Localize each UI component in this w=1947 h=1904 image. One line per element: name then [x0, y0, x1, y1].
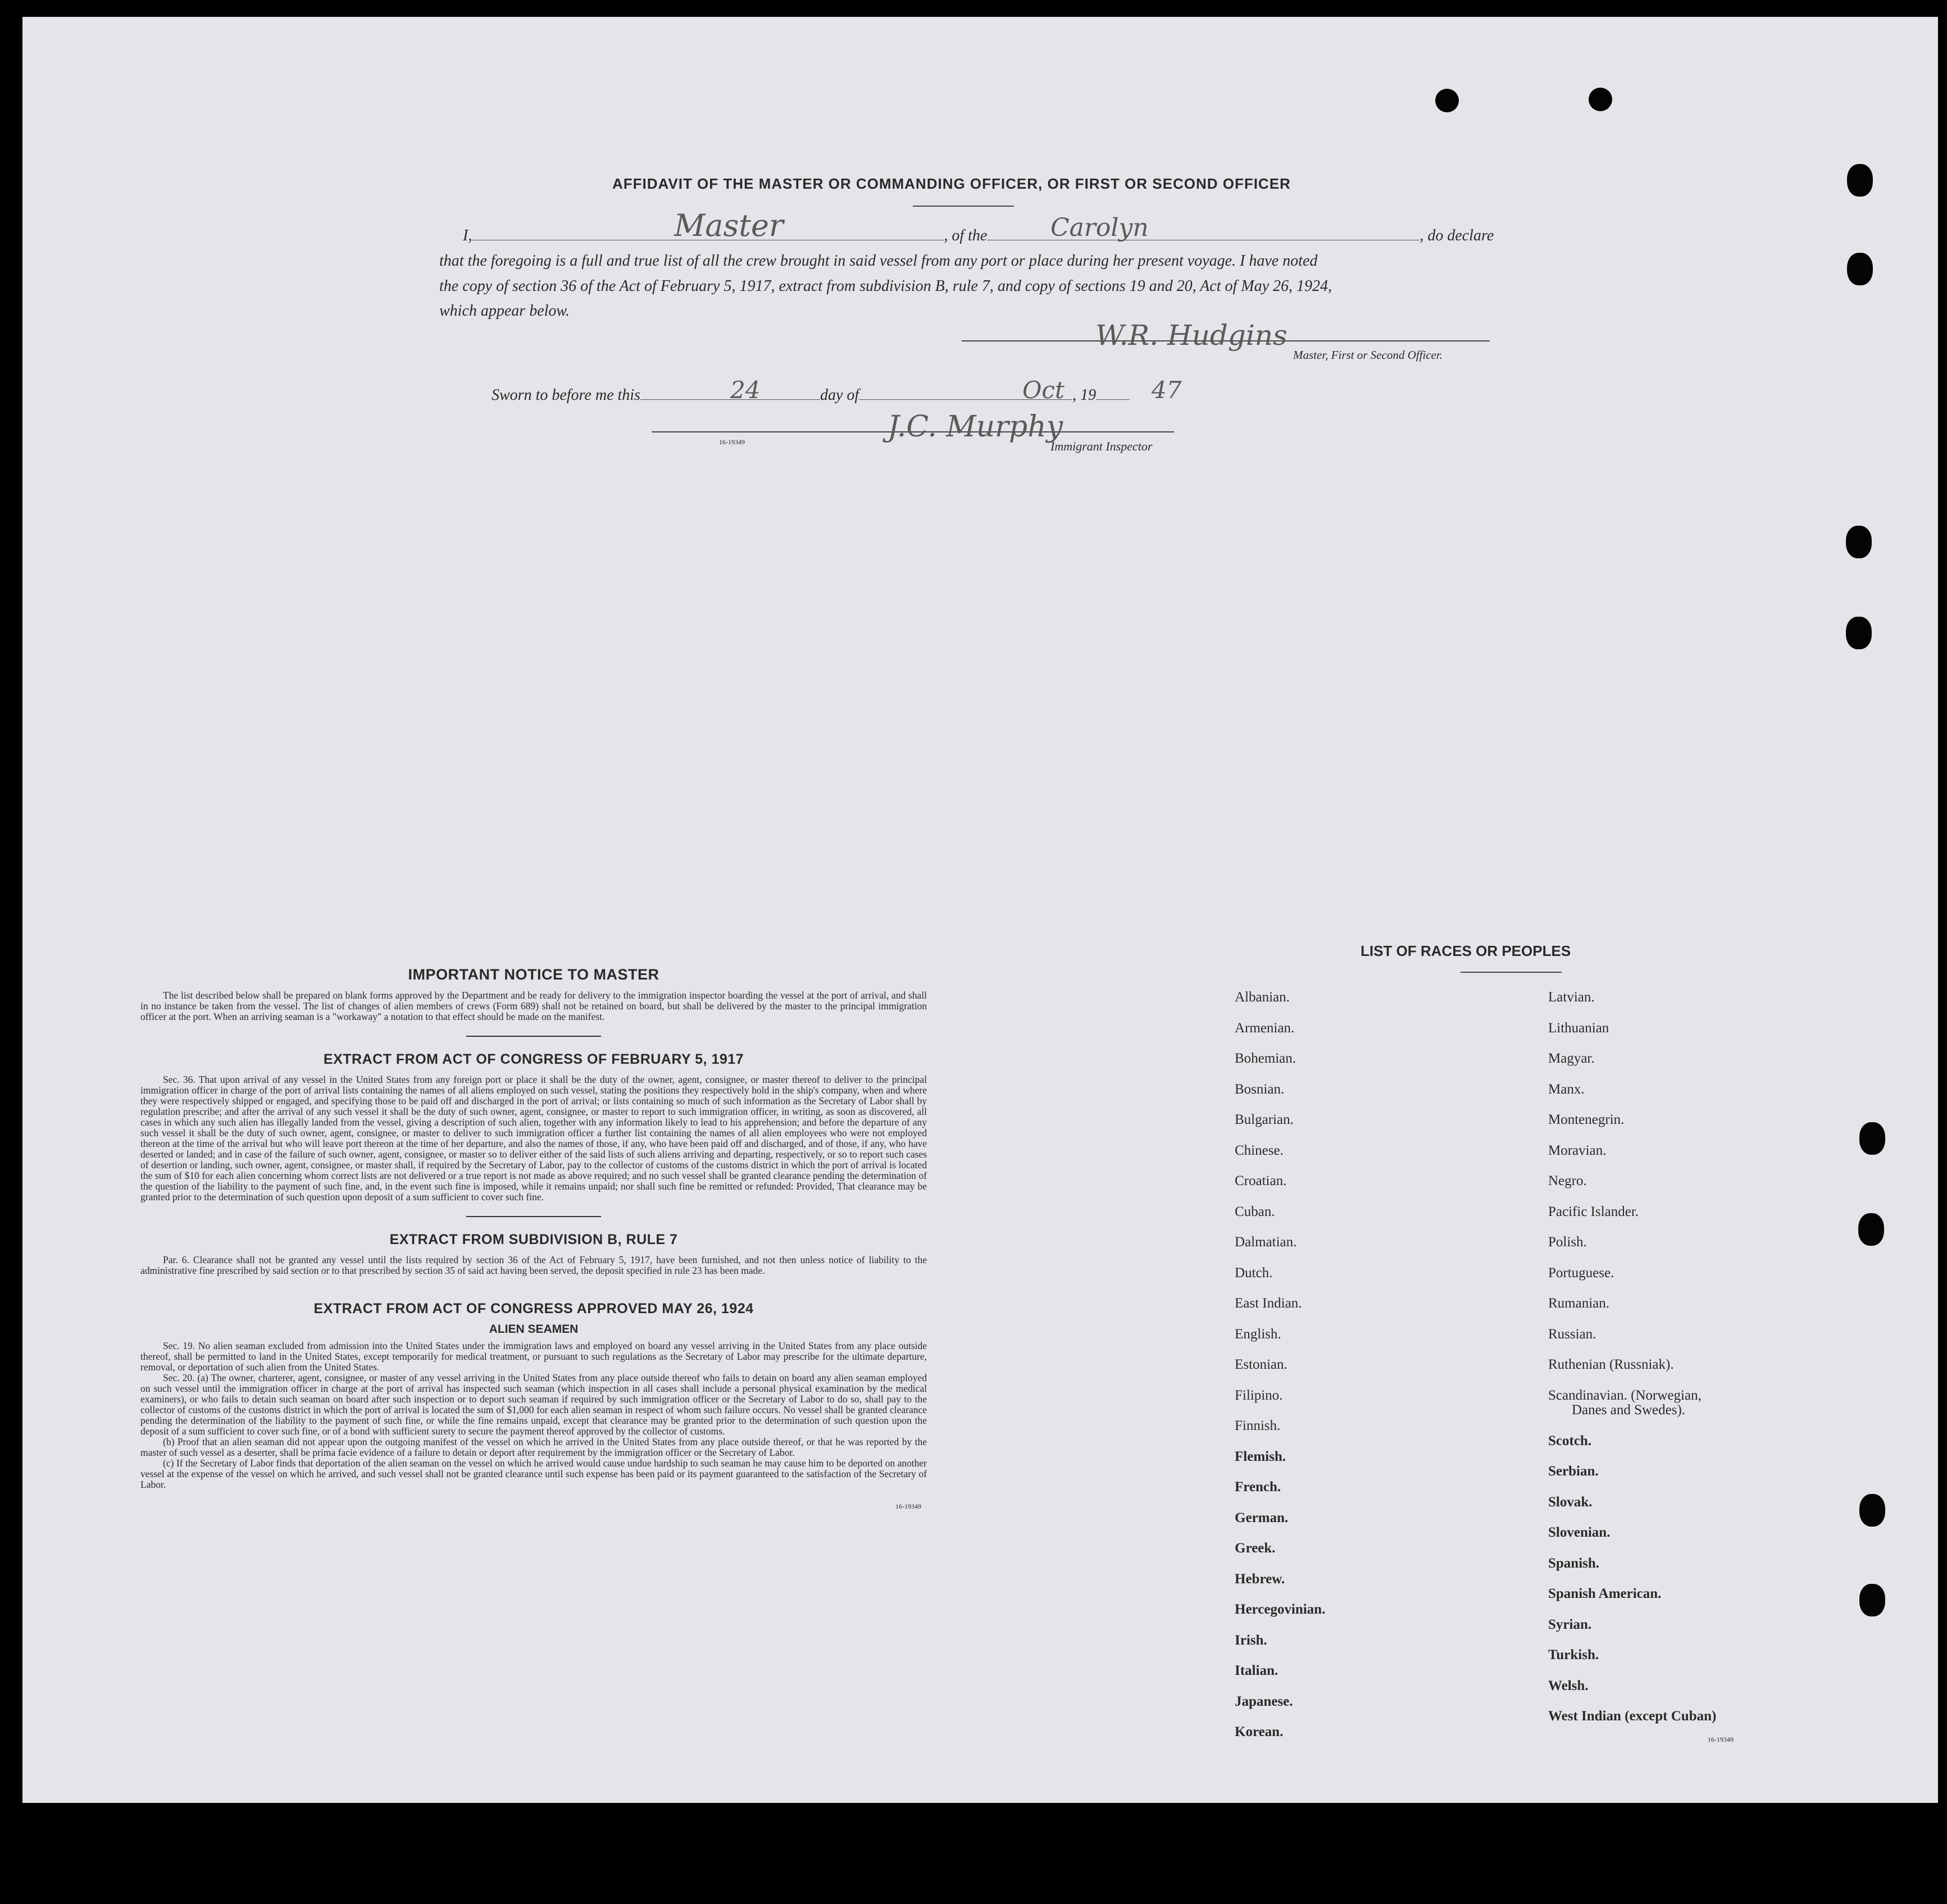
race-item: English. — [1235, 1326, 1281, 1342]
punch-hole — [1589, 88, 1612, 111]
year-prefix: , 19 — [1072, 386, 1097, 404]
race-item: Bosnian. — [1235, 1081, 1285, 1097]
race-item: Albanian. — [1235, 990, 1290, 1005]
race-item: Italian. — [1235, 1663, 1279, 1678]
race-item: Russian. — [1548, 1326, 1596, 1342]
punch-hole — [1847, 253, 1873, 285]
sec19-text: Sec. 19. No alien seaman excluded from admission into the United States under the immigration laws and employed on board any vessel arriving in the United States from any place outside thereof, shall be permitted to land in the United States, except temporarily for medical treatment, or pursuant to such regulations as the Secretary of Labor may prescribe for the ultimate departure, removal, or deportation of such alien from the United States. — [140, 1340, 927, 1373]
race-item: Chinese. — [1235, 1142, 1284, 1158]
race-item: Flemish. — [1235, 1449, 1286, 1464]
race-item: East Indian. — [1235, 1296, 1302, 1311]
race-item: Rumanian. — [1548, 1296, 1610, 1311]
race-item: Turkish. — [1548, 1647, 1599, 1662]
races-form-number: 16-19349 — [1708, 1736, 1734, 1743]
race-item: Scotch. — [1548, 1433, 1592, 1449]
race-item: Croatian. — [1235, 1173, 1287, 1188]
race-item: Armenian. — [1235, 1020, 1295, 1036]
race-item: Portuguese. — [1548, 1265, 1614, 1281]
title-divider — [913, 206, 1014, 207]
races-title-divider — [1461, 972, 1562, 973]
day-of-label: day of — [820, 386, 859, 404]
sec20c-text: (c) If the Secretary of Labor finds that deportation of the alien seaman on the vessel on which he arrived would cause undue hardship to such seaman he may cause him to be deported on another vessel at the expense of the vessel on which he arrived, and such vessel shall not be granted clearance until such expense has been paid or its payment guaranteed to the satisfaction of the Secretary of Labor. — [140, 1457, 927, 1490]
affidavit-title: AFFIDAVIT OF THE MASTER OR COMMANDING OFFICER, OR FIRST OR SECOND OFFICER — [612, 175, 1291, 192]
i-label: I, — [463, 227, 472, 244]
race-item: Japanese. — [1235, 1693, 1293, 1709]
race-item: Korean. — [1235, 1724, 1284, 1739]
notice-title: IMPORTANT NOTICE TO MASTER — [408, 966, 659, 983]
race-item: Filipino. — [1235, 1387, 1283, 1403]
race-item: Magyar. — [1548, 1051, 1595, 1066]
section-divider — [466, 1216, 601, 1217]
race-item: Ruthenian (Russniak). — [1548, 1357, 1674, 1372]
extract-1917-title: EXTRACT FROM ACT OF CONGRESS OF FEBRUARY 5, 1917 — [323, 1051, 744, 1067]
declaration-first-line — [463, 227, 1494, 245]
race-item: Dutch. — [1235, 1265, 1273, 1281]
signature-caption: Master, First or Second Officer. — [1293, 348, 1443, 362]
punch-hole — [1846, 526, 1872, 558]
race-item: French. — [1235, 1479, 1281, 1495]
declaration-line: the copy of section 36 of the Act of February 5, 1917, extract from subdivision B, rule 7, and copy of sections 19 and 20, Act of May 26, 1924, — [439, 277, 1332, 295]
form-number: 16-19349 — [895, 1502, 921, 1510]
declaration-line: which appear below. — [439, 302, 570, 320]
race-item: Moravian. — [1548, 1142, 1607, 1158]
race-item: Irish. — [1235, 1632, 1267, 1648]
race-item: Lithuanian — [1548, 1020, 1609, 1036]
year-handwritten: 47 — [1152, 376, 1182, 404]
master-handwritten: Master — [674, 208, 784, 243]
punch-hole — [1435, 89, 1459, 112]
race-item: Greek. — [1235, 1541, 1276, 1556]
vessel-handwritten: Carolyn — [1050, 213, 1149, 242]
sec20b-text: (b) Proof that an alien seaman did not appear upon the outgoing manifest of the vessel on which he arrived in the United States from any place outside thereof, or that he was reported by the master of such vessel as a deserter, shall be prima facie evidence of a failure to detain or deport after requirement by the immigration officer or the Secretary of Labor. — [140, 1436, 927, 1458]
section-divider — [466, 1036, 601, 1037]
punch-hole — [1859, 1494, 1885, 1527]
race-item: Polish. — [1548, 1235, 1587, 1250]
race-item: Latvian. — [1548, 990, 1595, 1005]
race-item: Spanish. — [1548, 1555, 1600, 1571]
of-the-label: , of the — [944, 227, 988, 244]
race-item: Manx. — [1548, 1081, 1585, 1097]
race-item: Montenegrin. — [1548, 1112, 1625, 1127]
punch-hole — [1859, 1584, 1885, 1616]
race-item: Pacific Islander. — [1548, 1204, 1639, 1219]
rule7-text: Par. 6. Clearance shall not be granted any vessel until the lists required by section 36 of the Act of February 5, 1917, have been furnished, and not then unless notice of liability to the administrative fine prescribed by said section or to that prescribed by section 35 of said act having been served, the deposit specified in rule 23 has been made. — [140, 1254, 927, 1276]
affidavit-form-number: 16-19349 — [719, 438, 745, 446]
race-item: Serbian. — [1548, 1464, 1599, 1479]
punch-hole — [1846, 617, 1872, 649]
race-item: Danes and Swedes). — [1572, 1402, 1686, 1418]
sec20a-text: Sec. 20. (a) The owner, charterer, agent, consignee, or master of any vessel arriving in the United States from any place outside thereof who fails to detain on board any alien seaman employed on such vessel until the immigration officer in charge at the port of arrival has inspected such seaman (which inspection in all cases shall include a personal physical examination by the medical examiners), or who fails to detain such seaman on board after such inspection or to deport such seaman if required by such immigration officer or the Secretary of Labor to do so, shall pay to the collector of customs of the customs district in which the port of arrival is located the sum of $1,000 for each alien seaman in respect of whom such failure occurs. No vessel shall be granted clearance pending the determination of the liability to the payment of such fine, or while the fine remains unpaid, except that clearance may be granted prior to the determination of such question upon the deposit of a sum sufficient to cover such fine, or of a bond with sufficient surety to secure the payment thereof approved by the collector of customs. — [140, 1372, 927, 1437]
race-item: Dalmatian. — [1235, 1235, 1297, 1250]
punch-hole — [1847, 164, 1873, 197]
rule7-title: EXTRACT FROM SUBDIVISION B, RULE 7 — [389, 1232, 678, 1247]
race-item: Hercegovinian. — [1235, 1602, 1326, 1617]
do-declare-label: , do declare — [1420, 227, 1494, 244]
race-item: Estonian. — [1235, 1357, 1288, 1372]
inspector-signature: J.C. Murphy — [888, 410, 1063, 444]
race-item: Slovak. — [1548, 1494, 1593, 1510]
notice-text: The list described below shall be prepared on blank forms approved by the Department and be ready for delivery to the immigration inspector boarding the vessel at the port of arrival, and shall in no instance be taken from the vessel. The list of changes of alien members of crews (Form 689) shall not be retained on board, but shall be delivered by the master to the principal immigration officer at the port. When an arriving seaman is a "workaway" a notation to that effect should be made on the manifest. — [140, 990, 927, 1022]
sworn-label: Sworn to before me this — [492, 386, 640, 404]
race-item: West Indian (except Cuban) — [1548, 1709, 1717, 1724]
month-handwritten: Oct — [1022, 376, 1065, 404]
race-item: Finnish. — [1235, 1418, 1281, 1433]
race-item: Cuban. — [1235, 1204, 1275, 1219]
extract-1924-title: EXTRACT FROM ACT OF CONGRESS APPROVED MAY 26, 1924 — [313, 1301, 754, 1317]
race-item: Slovenian. — [1548, 1525, 1611, 1540]
inspector-caption: Immigrant Inspector — [1050, 439, 1153, 453]
master-signature: W.R. Hudgins — [1095, 319, 1288, 352]
extract-1917-text: Sec. 36. That upon arrival of any vessel in the United States from any foreign port or place it shall be the duty of the owner, agent, consignee, or master thereof to deliver to the principal immigration officer in charge of the port of arrival lists containing the names of all aliens employed on such vessel, stating the positions they respectively hold in the ship's company, when and where they were respectively shipped or engaged, and specifying those to be paid off and discharged in the port of arrival; or lists containing so much of such information as the Secretary of Labor shall by regulation prescribe; and after the arrival of any such vessel it shall be the duty of such owner, agent, consignee, or master to report to such immigration officer, in writing, as soon as discovered, all cases in which any such alien has illegally landed from the vessel, giving a description of such alien, together with any information likely to lead to his apprehension; and before the departure of any such vessel it shall be the duty of such owner, agent, consignee, or master to deliver to such immigration officer a further list containing the names of all alien employees who were not employed thereon at the time of the arrival but who will leave port thereon at the time of her departure, and also the names of those, if any, who have been paid off and discharged, and of those, if any, who have deserted or landed; and in case of the failure of such owner, agent, consignee, or master so to deliver either of the said lists of such aliens arriving and departing, respectively, or so to report such cases of desertion or landing, such owner, agent, consignee, or master shall, if required by the Secretary of Labor, pay to the collector of customs of the customs district in which the port of arrival is located the sum of $10 for each alien concerning whom correct lists are not delivered or a true report is not made as above required; and no such vessel shall be granted clearance pending the determination of the question of the liability to the payment of such fine, and, in the event such fine is imposed, while it remains unpaid; nor shall such fine be remitted or refunded: Provided, That clearance may be granted prior to the determination of such question upon deposit of a sum sufficient to cover such fine. — [140, 1074, 927, 1202]
document-sheet — [22, 17, 1938, 1803]
alien-seamen-subtitle: ALIEN SEAMEN — [489, 1323, 579, 1336]
race-item: Syrian. — [1548, 1616, 1592, 1632]
race-item: Bulgarian. — [1235, 1112, 1294, 1127]
punch-hole — [1858, 1213, 1884, 1246]
race-item: Scandinavian. (Norwegian, — [1548, 1387, 1702, 1403]
race-item: Bohemian. — [1235, 1051, 1297, 1066]
notices-column — [140, 966, 927, 1511]
races-title: LIST OF RACES OR PEOPLES — [1361, 942, 1571, 959]
race-item: Spanish American. — [1548, 1586, 1662, 1601]
race-item: German. — [1235, 1510, 1289, 1525]
punch-hole — [1859, 1122, 1885, 1155]
race-item: Welsh. — [1548, 1678, 1589, 1693]
race-item: Negro. — [1548, 1173, 1587, 1188]
declaration-line: that the foregoing is a full and true list of all the crew brought in said vessel from any port or place during her present voyage. I have noted — [439, 252, 1318, 270]
race-item: Hebrew. — [1235, 1571, 1285, 1587]
day-handwritten: 24 — [730, 376, 761, 404]
